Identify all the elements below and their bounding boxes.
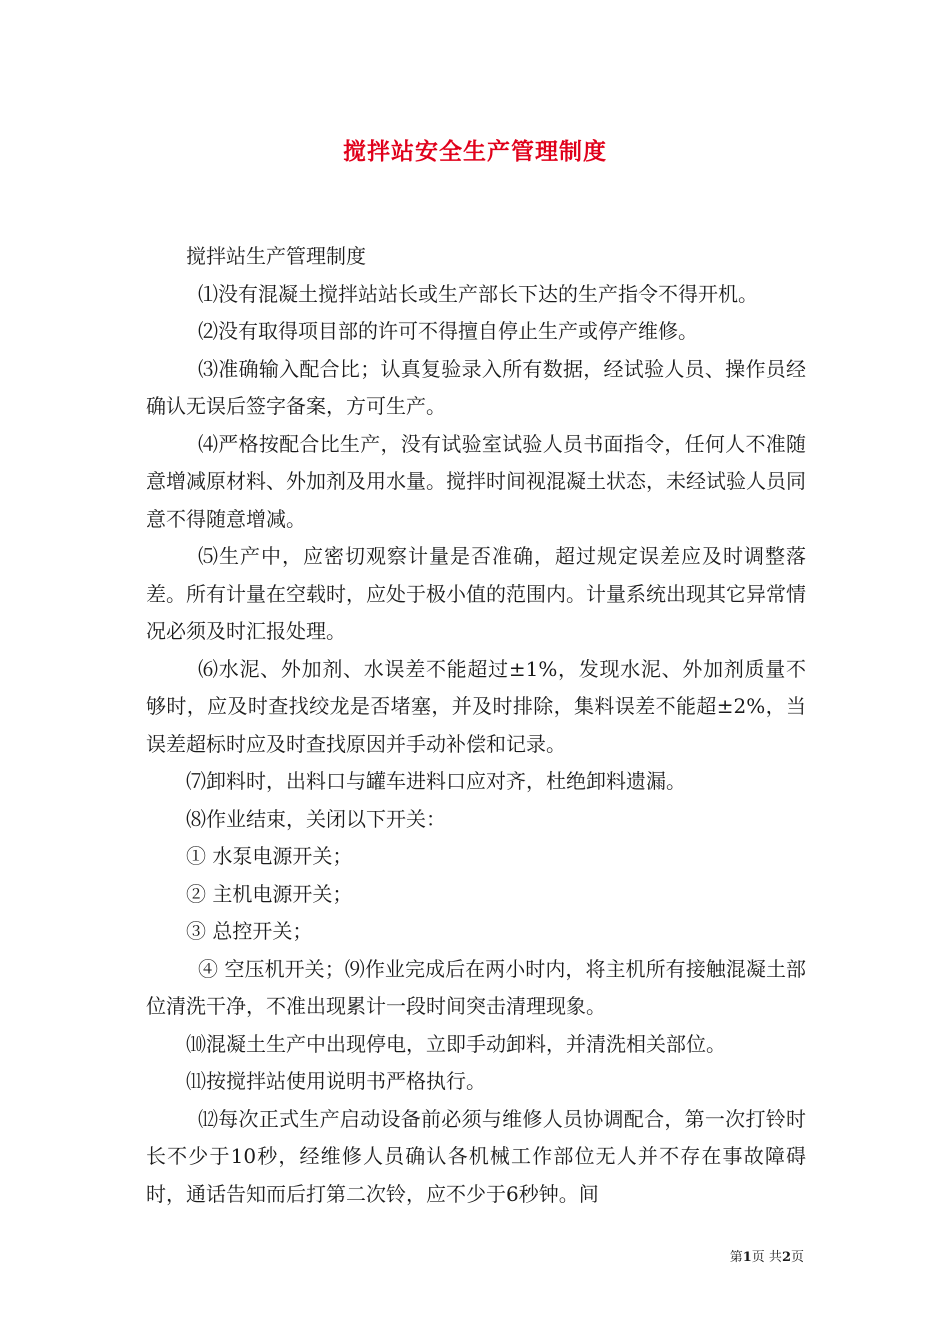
- switch-item-2: ② 主机电源开关；: [186, 881, 353, 906]
- paragraph-4: ⑷严格按配合比生产，没有试验室试验人员书面指令，任何人不准随意增减原材料、外加剂及用水量。搅拌时间视混凝土状态，未经试验人员同意不得随意增减。: [146, 431, 806, 531]
- footer-prefix: 第: [729, 1250, 743, 1265]
- paragraph-12: ⑿每次正式生产启动设备前必须与维修人员协调配合，第一次打铃时长不少于10秒，经维修人员确认各机械工作部位无人并不存在事故障碍时，通话告知而后打第二次铃，应不少于6秒钟。间: [146, 1106, 806, 1206]
- switch-item-1: ① 水泵电源开关；: [186, 844, 353, 868]
- switch-item-3: ③ 总控开关；: [186, 919, 313, 943]
- footer-total-pages: 2: [781, 1250, 791, 1265]
- switch-item-4: ④ 空压机开关；⑼作业完成后在两小时内，将主机所有接触混凝土部位清洗干净，不准出现累计一段时间突击清理现象。: [146, 956, 806, 1018]
- footer-current-page: 1: [742, 1250, 752, 1265]
- footer-suffix: 页: [790, 1250, 804, 1265]
- section-heading: 搅拌站生产管理制度: [186, 244, 366, 268]
- paragraph-6: ⑹水泥、外加剂、水误差不能超过±1%，发现水泥、外加剂质量不够时，应及时查找绞龙是否堵塞，并及时排除，集料误差不能超±2%，当误差超标时应及时查找原因并手动补偿和记录。: [146, 656, 806, 756]
- paragraph-1: ⑴没有混凝土搅拌站站长或生产部长下达的生产指令不得开机。: [198, 281, 758, 306]
- paragraph-2: ⑵没有取得项目部的许可不得擅自停止生产或停产维修。: [198, 319, 698, 343]
- paragraph-3: ⑶准确输入配合比；认真复验录入所有数据，经试验人员、操作员经确认无误后签字备案，方可生产。: [146, 356, 806, 418]
- page-number-footer: [730, 1246, 804, 1265]
- document-body: [146, 238, 806, 1213]
- paragraph-10: ⑽混凝土生产中出现停电，立即手动卸料，并清洗相关部位。: [186, 1031, 726, 1056]
- document-title: 搅拌站安全生产管理制度: [343, 138, 607, 165]
- paragraph-11: ⑾按搅拌站使用说明书严格执行。: [186, 1069, 486, 1093]
- paragraph-5: ⑸生产中，应密切观察计量是否准确，超过规定误差应及时调整落差。所有计量在空载时，应处于极小值的范围内。计量系统出现其它异常情况必须及时汇报处理。: [146, 544, 806, 643]
- footer-middle: 页 共: [751, 1250, 782, 1265]
- paragraph-7: ⑺卸料时，出料口与罐车进料口应对齐，杜绝卸料遗漏。: [186, 769, 686, 793]
- paragraph-8: ⑻作业结束，关闭以下开关：: [186, 806, 446, 831]
